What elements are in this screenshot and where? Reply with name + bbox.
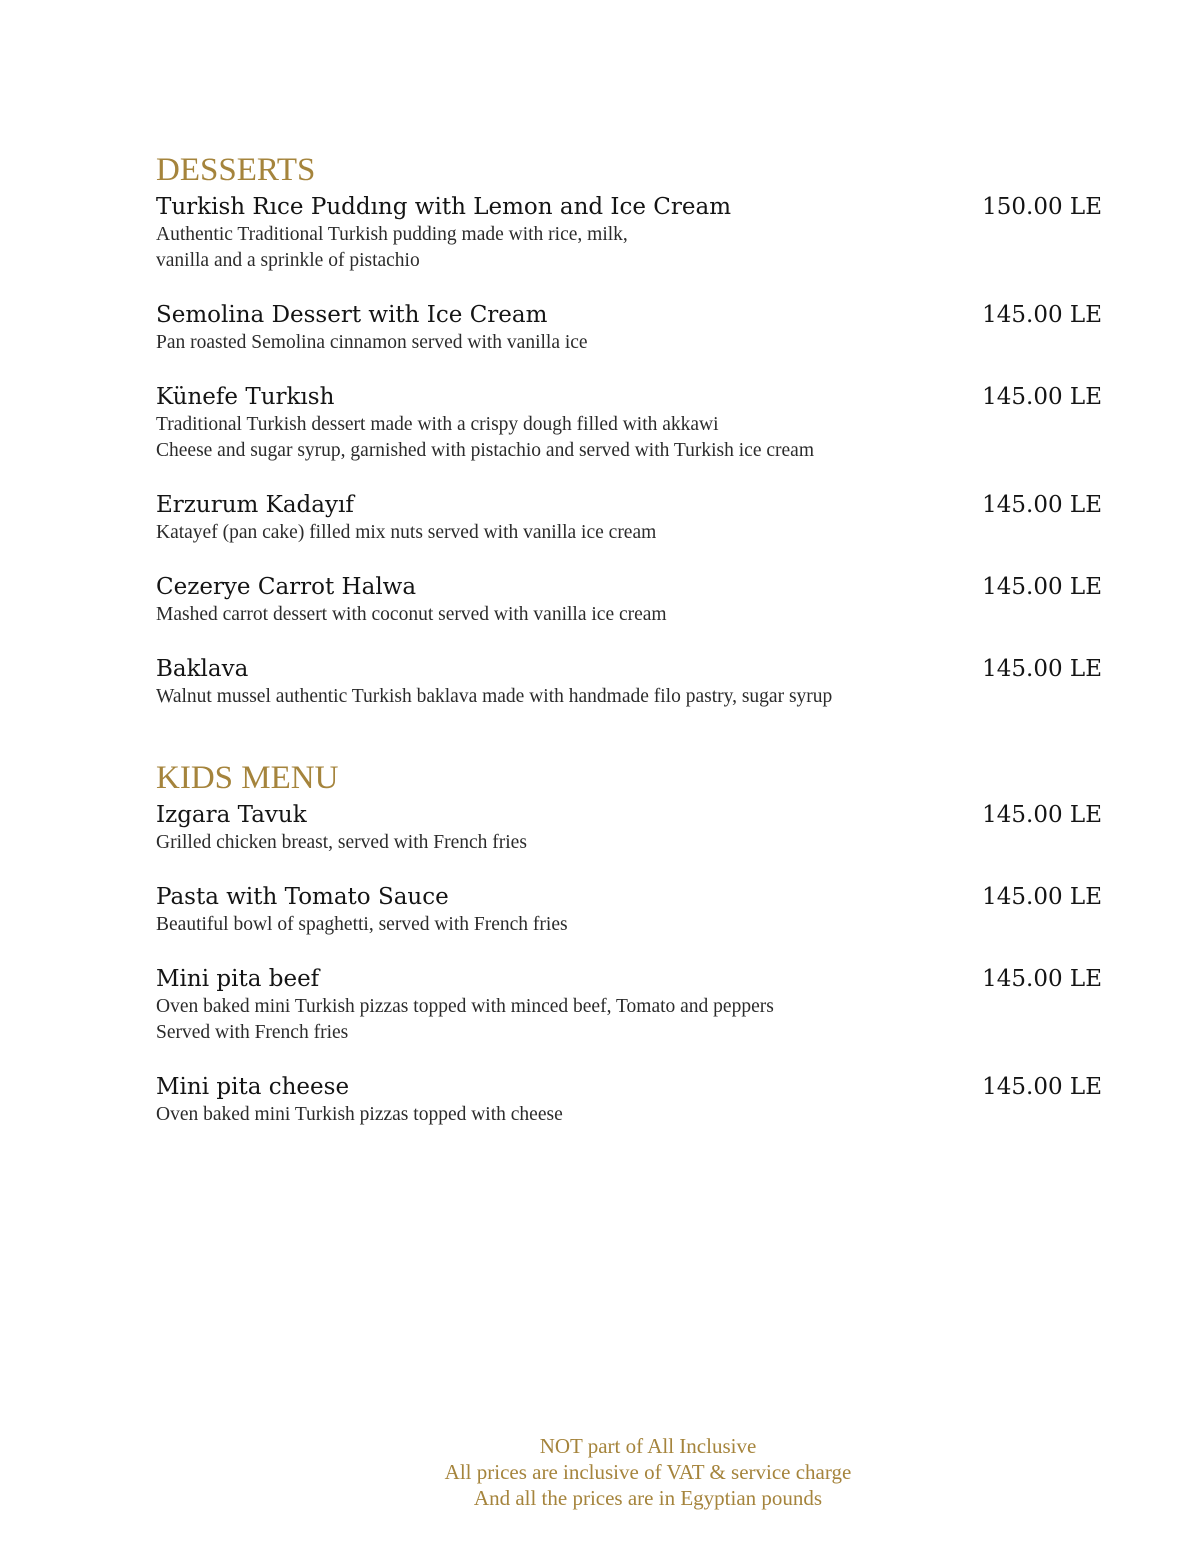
menu-page	[156, 150, 1102, 1154]
item-description	[156, 912, 1102, 938]
item-description-line: Served with French fries	[156, 1022, 349, 1043]
item-description	[156, 520, 1102, 546]
item-description-line: Beautiful bowl of spaghetti, served with French fries	[156, 914, 568, 935]
item-description	[156, 412, 1102, 464]
item-name: Mini pita beef	[156, 966, 320, 992]
item-description-line: Authentic Traditional Turkish pudding made with rice, milk,	[156, 224, 628, 245]
item-price: 145.00 LE	[982, 966, 1102, 992]
item-description-line: Pan roasted Semolina cinnamon served with vanilla ice	[156, 332, 588, 353]
section-title: KIDS MENU	[156, 760, 339, 796]
item-description	[156, 1102, 1102, 1128]
item-description-line: Walnut mussel authentic Turkish baklava made with handmade filo pastry, sugar syrup	[156, 686, 833, 707]
item-description	[156, 222, 1102, 274]
item-name: Baklava	[156, 656, 249, 682]
menu-item	[156, 382, 1102, 464]
item-description-line: Katayef (pan cake) filled mix nuts served with vanilla ice cream	[156, 522, 657, 543]
menu-item	[156, 572, 1102, 628]
menu-item	[156, 882, 1102, 938]
item-description-line: vanilla and a sprinkle of pistachio	[156, 250, 420, 271]
item-name: Semolina Dessert with Ice Cream	[156, 302, 548, 328]
item-description-line: Mashed carrot dessert with coconut served with vanilla ice cream	[156, 604, 667, 625]
item-price: 145.00 LE	[982, 384, 1102, 410]
item-price: 145.00 LE	[982, 656, 1102, 682]
item-description-line: Oven baked mini Turkish pizzas topped with cheese	[156, 1104, 563, 1125]
menu-item	[156, 654, 1102, 710]
item-description-line: Grilled chicken breast, served with French fries	[156, 832, 527, 853]
section-desserts	[156, 150, 1102, 710]
menu-item	[156, 490, 1102, 546]
item-description	[156, 830, 1102, 856]
item-price: 145.00 LE	[982, 492, 1102, 518]
item-price: 145.00 LE	[982, 574, 1102, 600]
item-description-line: Traditional Turkish dessert made with a crispy dough filled with akkawi	[156, 414, 719, 435]
item-price: 150.00 LE	[982, 194, 1102, 220]
menu-item	[156, 300, 1102, 356]
item-description	[156, 994, 1102, 1046]
menu-item	[156, 1072, 1102, 1128]
item-name: Mini pita cheese	[156, 1074, 350, 1100]
item-name: Künefe Turkısh	[156, 384, 335, 410]
menu-item	[156, 800, 1102, 856]
item-name: Turkish Rıce Puddıng with Lemon and Ice Cream	[156, 194, 732, 220]
section-title: DESSERTS	[156, 152, 316, 188]
item-price: 145.00 LE	[982, 302, 1102, 328]
section-kids-menu	[156, 758, 1102, 1128]
footer-notice	[0, 1433, 1200, 1511]
item-description	[156, 602, 1102, 628]
footer-line: And all the prices are in Egyptian pounds	[473, 1486, 823, 1510]
item-price: 145.00 LE	[982, 802, 1102, 828]
item-description	[156, 684, 1102, 710]
item-description-line: Oven baked mini Turkish pizzas topped with minced beef, Tomato and peppers	[156, 996, 774, 1017]
menu-item	[156, 964, 1102, 1046]
item-name: Erzurum Kadayıf	[156, 492, 354, 518]
menu-item	[156, 192, 1102, 274]
item-name: Pasta with Tomato Sauce	[156, 884, 449, 910]
item-name: Izgara Tavuk	[156, 802, 307, 828]
item-price: 145.00 LE	[982, 884, 1102, 910]
item-price: 145.00 LE	[982, 1074, 1102, 1100]
footer-line: All prices are inclusive of VAT & service charge	[444, 1460, 852, 1484]
item-description-line: Cheese and sugar syrup, garnished with pistachio and served with Turkish ice cream	[156, 440, 814, 461]
item-name: Cezerye Carrot Halwa	[156, 574, 417, 600]
footer-line: NOT part of All Inclusive	[539, 1434, 757, 1458]
item-description	[156, 330, 1102, 356]
